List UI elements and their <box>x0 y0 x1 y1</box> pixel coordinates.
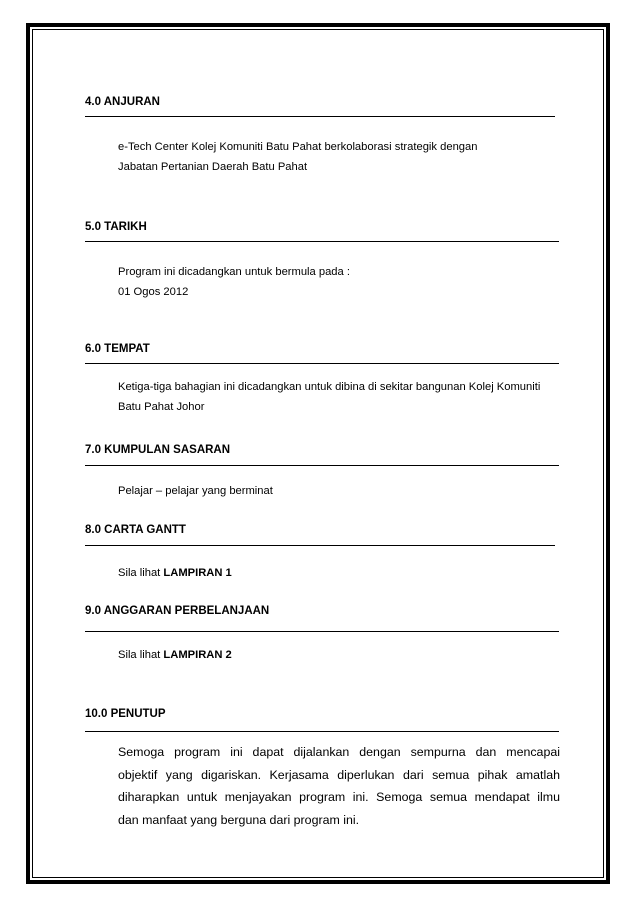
heading-underline <box>85 545 555 546</box>
gantt-prefix: Sila lihat <box>118 567 164 579</box>
section-heading-kumpulan-sasaran: 7.0 KUMPULAN SASARAN <box>85 444 231 456</box>
anggaran-prefix: Sila lihat <box>118 649 164 661</box>
anjuran-line-2: Jabatan Pertanian Daerah Batu Pahat <box>118 161 308 173</box>
lampiran-1-reference: LAMPIRAN 1 <box>163 567 232 579</box>
anggaran-text <box>118 645 232 665</box>
tempat-line-2: Batu Pahat Johor <box>118 401 205 413</box>
penutup-line-2: objektif yang digariskan. Kerjasama diperlukan dari semua pihak amatlah <box>118 767 560 782</box>
heading-underline <box>85 241 559 242</box>
penutup-line-3: diharapkan untuk menjayakan program ini. Semoga semua mendapat ilmu <box>118 790 560 805</box>
tarikh-line-1: Program ini dicadangkan untuk bermula pada : <box>118 266 350 278</box>
heading-underline <box>85 631 559 632</box>
gantt-text <box>118 563 232 583</box>
tempat-line-1: Ketiga-tiga bahagian ini dicadangkan untuk dibina di sekitar bangunan Kolej Komuniti <box>118 381 541 393</box>
section-heading-tempat: 6.0 TEMPAT <box>85 343 150 355</box>
section-heading-carta-gantt: 8.0 CARTA GANTT <box>85 524 186 536</box>
section-heading-penutup: 10.0 PENUTUP <box>85 708 166 720</box>
tarikh-line-2: 01 Ogos 2012 <box>118 286 189 298</box>
heading-underline <box>85 731 559 732</box>
kumpulan-line-1: Pelajar – pelajar yang berminat <box>118 485 273 497</box>
penutup-line-1: Semoga program ini dapat dijalankan dengan sempurna dan mencapai <box>118 745 560 759</box>
section-heading-tarikh: 5.0 TARIKH <box>85 221 147 233</box>
section-heading-anjuran: 4.0 ANJURAN <box>85 96 160 108</box>
kumpulan-text <box>118 481 273 501</box>
tarikh-text <box>118 262 350 302</box>
tempat-text <box>118 377 540 417</box>
penutup-line-4: dan manfaat yang berguna dari program ini. <box>118 812 360 827</box>
anjuran-text <box>118 137 477 177</box>
lampiran-2-reference: LAMPIRAN 2 <box>163 649 232 661</box>
anjuran-line-1: e-Tech Center Kolej Komuniti Batu Pahat berkolaborasi strategik dengan <box>118 141 478 153</box>
heading-underline <box>85 116 555 117</box>
heading-underline <box>85 363 559 364</box>
heading-underline <box>85 465 559 466</box>
section-heading-anggaran: 9.0 ANGGARAN PERBELANJAAN <box>85 605 270 617</box>
penutup-paragraph <box>118 741 560 831</box>
